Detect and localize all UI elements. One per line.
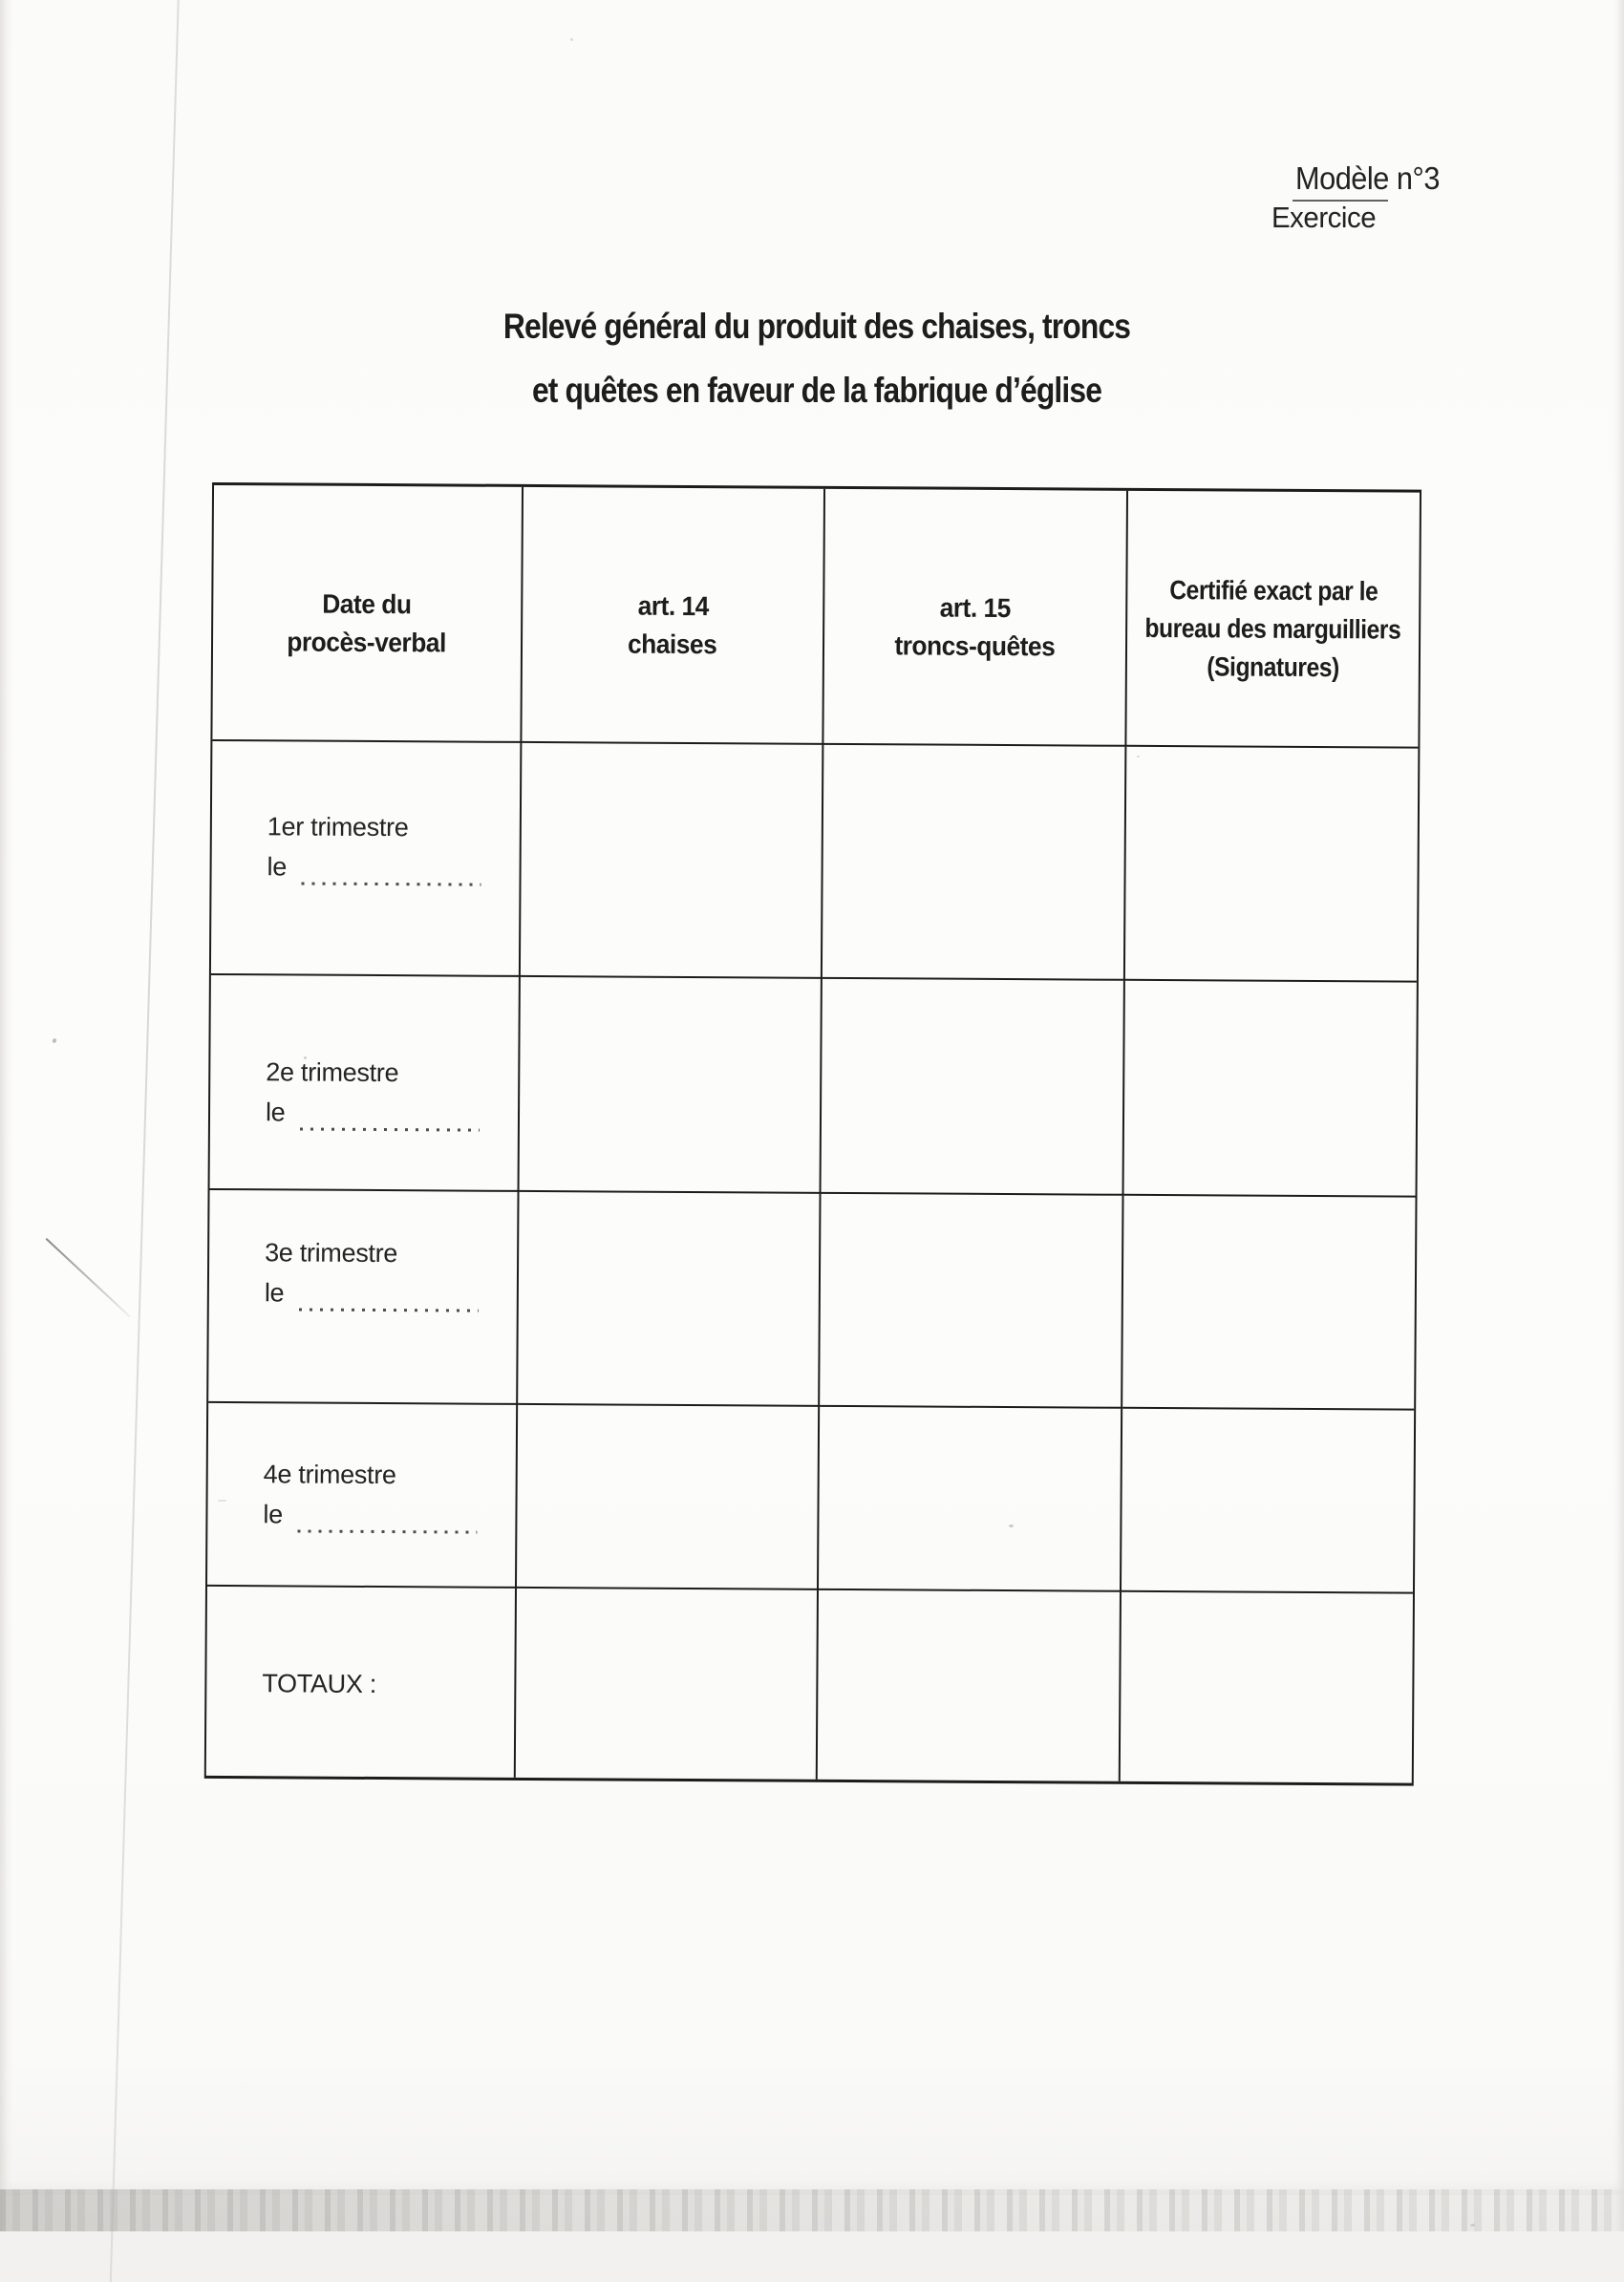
model-number-label: Modèle n°3 xyxy=(1295,160,1440,197)
paper-crease-line xyxy=(110,0,180,2282)
scan-speck xyxy=(1137,756,1140,757)
empty-cell-troncs-q4 xyxy=(819,1407,1122,1592)
header-line: Date du xyxy=(323,586,412,625)
scan-edge-band xyxy=(0,2189,1624,2231)
row-label-1er-trimestre xyxy=(211,741,522,977)
date-fill-line xyxy=(266,1092,518,1134)
date-prefix: le xyxy=(266,1092,286,1132)
title-line-2: et quêtes en faveur de la fabrique d’église xyxy=(532,371,1101,410)
header-certifie-exact xyxy=(1126,491,1420,749)
row-label-2e-trimestre xyxy=(210,975,521,1192)
empty-cell-signatures-q3 xyxy=(1122,1196,1415,1411)
empty-cell-troncs-q3 xyxy=(820,1194,1123,1409)
header-art-14-chaises xyxy=(522,487,825,745)
date-fill-line xyxy=(263,1494,515,1536)
scan-speck xyxy=(1009,1525,1014,1527)
title-line-1: Relevé général du produit des chaises, troncs xyxy=(503,307,1130,346)
header-line: (Signatures) xyxy=(1207,648,1339,687)
empty-cell-troncs-q2 xyxy=(822,979,1125,1196)
scan-left-edge-shadow xyxy=(0,0,13,2231)
header-line: art. 15 xyxy=(940,589,1012,628)
date-prefix: le xyxy=(267,846,287,886)
trimester-label: 1er trimestre xyxy=(267,806,520,848)
empty-cell-troncs-total xyxy=(818,1590,1122,1781)
empty-cell-signatures-total xyxy=(1121,1592,1413,1783)
date-prefix: le xyxy=(265,1272,285,1312)
header-line: troncs-quêtes xyxy=(894,627,1055,666)
form-table xyxy=(204,482,1421,1786)
header-date-du-proces-verbal xyxy=(212,485,524,743)
document-title xyxy=(242,294,1392,422)
date-fill-line xyxy=(265,1272,517,1314)
scan-speck xyxy=(570,38,573,41)
date-fill-line xyxy=(267,846,519,888)
dotted-fill-line xyxy=(298,1529,478,1534)
header-line: bureau des marguilliers xyxy=(1145,609,1401,650)
header-art-15-troncs-quetes xyxy=(823,489,1128,747)
row-label-4e-trimestre xyxy=(207,1403,518,1589)
scan-speck xyxy=(304,1056,307,1059)
exercise-label: Exercice xyxy=(1271,201,1376,235)
header-line: art. 14 xyxy=(637,587,709,626)
dotted-fill-line xyxy=(302,882,481,886)
header-line: procès-verbal xyxy=(288,623,447,662)
scan-right-edge-shadow xyxy=(1613,0,1624,2231)
empty-cell-chaises-total xyxy=(516,1589,819,1780)
dotted-fill-line xyxy=(299,1308,479,1312)
empty-cell-chaises-q1 xyxy=(521,743,823,979)
dotted-fill-line xyxy=(300,1127,480,1132)
totals-label: TOTAUX : xyxy=(262,1663,514,1705)
row-label-3e-trimestre xyxy=(208,1190,519,1405)
empty-cell-chaises-q2 xyxy=(520,977,823,1194)
row-label-totaux xyxy=(206,1587,517,1778)
trimester-label: 2e trimestre xyxy=(266,1052,518,1094)
empty-cell-signatures-q4 xyxy=(1122,1409,1414,1594)
scan-speck xyxy=(52,1037,57,1043)
empty-cell-chaises-q4 xyxy=(517,1405,820,1590)
scan-speck xyxy=(218,1500,226,1502)
empty-cell-signatures-q2 xyxy=(1124,981,1417,1198)
trimester-label: 3e trimestre xyxy=(265,1232,517,1274)
date-prefix: le xyxy=(263,1494,283,1534)
header-line: Certifié exact par le xyxy=(1169,571,1378,610)
empty-cell-chaises-q3 xyxy=(518,1192,821,1407)
empty-cell-troncs-q1 xyxy=(823,745,1126,981)
header-line: chaises xyxy=(628,626,717,665)
trimester-label: 4e trimestre xyxy=(264,1454,516,1496)
scan-scratch-mark xyxy=(46,1238,131,1317)
empty-cell-signatures-q1 xyxy=(1125,747,1418,983)
